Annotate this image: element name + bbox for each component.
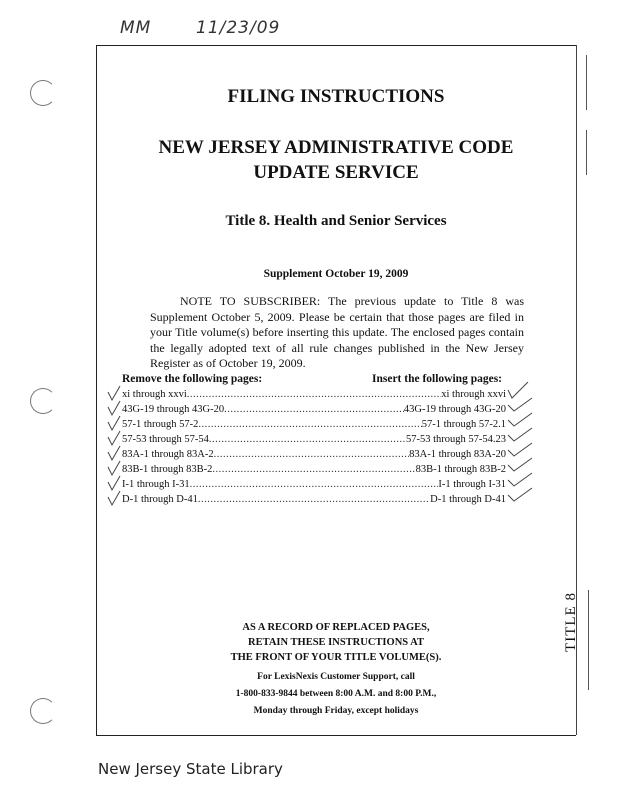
table-row xyxy=(122,389,506,404)
punch-hole-middle xyxy=(30,388,56,414)
insert-pages: 83B-1 through 83B-2 xyxy=(415,464,506,475)
record-line1: AS A RECORD OF REPLACED PAGES, xyxy=(242,622,430,633)
tab-edge-line xyxy=(588,590,589,690)
insert-pages: 83A-1 through 83A-20 xyxy=(409,449,506,460)
leader-dots xyxy=(209,434,406,445)
frame-bottom-border xyxy=(96,735,576,736)
support-line3: Monday through Friday, except holidays xyxy=(253,706,419,716)
punch-hole-bottom xyxy=(30,698,56,724)
code-title-line1: NEW JERSEY ADMINISTRATIVE CODE xyxy=(158,137,514,158)
record-line2: RETAIN THESE INSTRUCTIONS AT xyxy=(248,637,424,648)
page-title: FILING INSTRUCTIONS xyxy=(227,86,445,107)
insert-pages: 57-53 through 57-54.23 xyxy=(405,434,506,445)
table-row xyxy=(122,404,506,419)
insert-header: Insert the following pages: xyxy=(372,373,503,385)
insert-pages: 43G-19 through 43G-20 xyxy=(403,404,506,415)
frame-top-border xyxy=(96,45,576,46)
remove-pages: I-1 through I-31 xyxy=(122,479,190,490)
handwritten-date: 11/23/09 xyxy=(196,18,281,38)
title-section: Title 8. Health and Senior Services xyxy=(225,213,447,229)
leader-dots xyxy=(187,389,442,400)
leader-dots xyxy=(224,404,404,415)
leader-dots xyxy=(198,494,430,505)
table-row xyxy=(122,494,506,509)
left-checkmarks-icon xyxy=(104,384,126,512)
note-to-subscriber: NOTE TO SUBSCRIBER: The previous update to Title 8 was Supplement October 5, 2009. Please be certain that those pages are filed in your Title volume(s) before inserting this update. The enclosed pages contain the legally adopted text of all rule changes published in the New Jersey Register as of October 19, 2009. xyxy=(150,294,524,370)
handwritten-initials: MM xyxy=(120,18,152,38)
table-row xyxy=(122,434,506,449)
title-tab-label: TITLE 8 xyxy=(563,592,579,652)
table-row xyxy=(122,419,506,434)
remove-pages: D-1 through D-41 xyxy=(122,494,198,505)
insert-pages: 57-1 through 57-2.1 xyxy=(421,419,506,430)
table-row xyxy=(122,464,506,479)
right-checkmarks-icon xyxy=(506,378,540,510)
record-line3: THE FRONT OF YOUR TITLE VOLUME(S). xyxy=(230,652,442,663)
remove-pages: 83B-1 through 83B-2 xyxy=(122,464,213,475)
table-row xyxy=(122,449,506,464)
remove-pages: 83A-1 through 83A-2 xyxy=(122,449,214,460)
insert-pages: D-1 through D-41 xyxy=(430,494,506,505)
support-line1: For LexisNexis Customer Support, call xyxy=(257,672,415,682)
remove-pages: 57-53 through 57-54 xyxy=(122,434,209,445)
leader-dots xyxy=(214,449,410,460)
leader-dots xyxy=(190,479,439,490)
leader-dots xyxy=(212,464,415,475)
tab-edge-line xyxy=(586,55,587,110)
tab-edge-line xyxy=(586,130,587,175)
code-title-line2: UPDATE SERVICE xyxy=(253,162,419,183)
library-stamp: New Jersey State Library xyxy=(98,760,283,778)
punch-hole-top xyxy=(30,80,56,106)
table-row xyxy=(122,479,506,494)
supplement-date: Supplement October 19, 2009 xyxy=(263,268,409,280)
remove-pages: xi through xxvi xyxy=(122,389,187,400)
insert-pages: I-1 through I-31 xyxy=(438,479,506,490)
support-line2: 1-800-833-9844 between 8:00 A.M. and 8:00 P.M., xyxy=(235,689,437,699)
leader-dots xyxy=(198,419,421,430)
remove-header: Remove the following pages: xyxy=(122,373,263,385)
remove-pages: 57-1 through 57-2 xyxy=(122,419,199,430)
insert-pages: xi through xxvi xyxy=(441,389,506,400)
remove-pages: 43G-19 through 43G-20 xyxy=(122,404,225,415)
